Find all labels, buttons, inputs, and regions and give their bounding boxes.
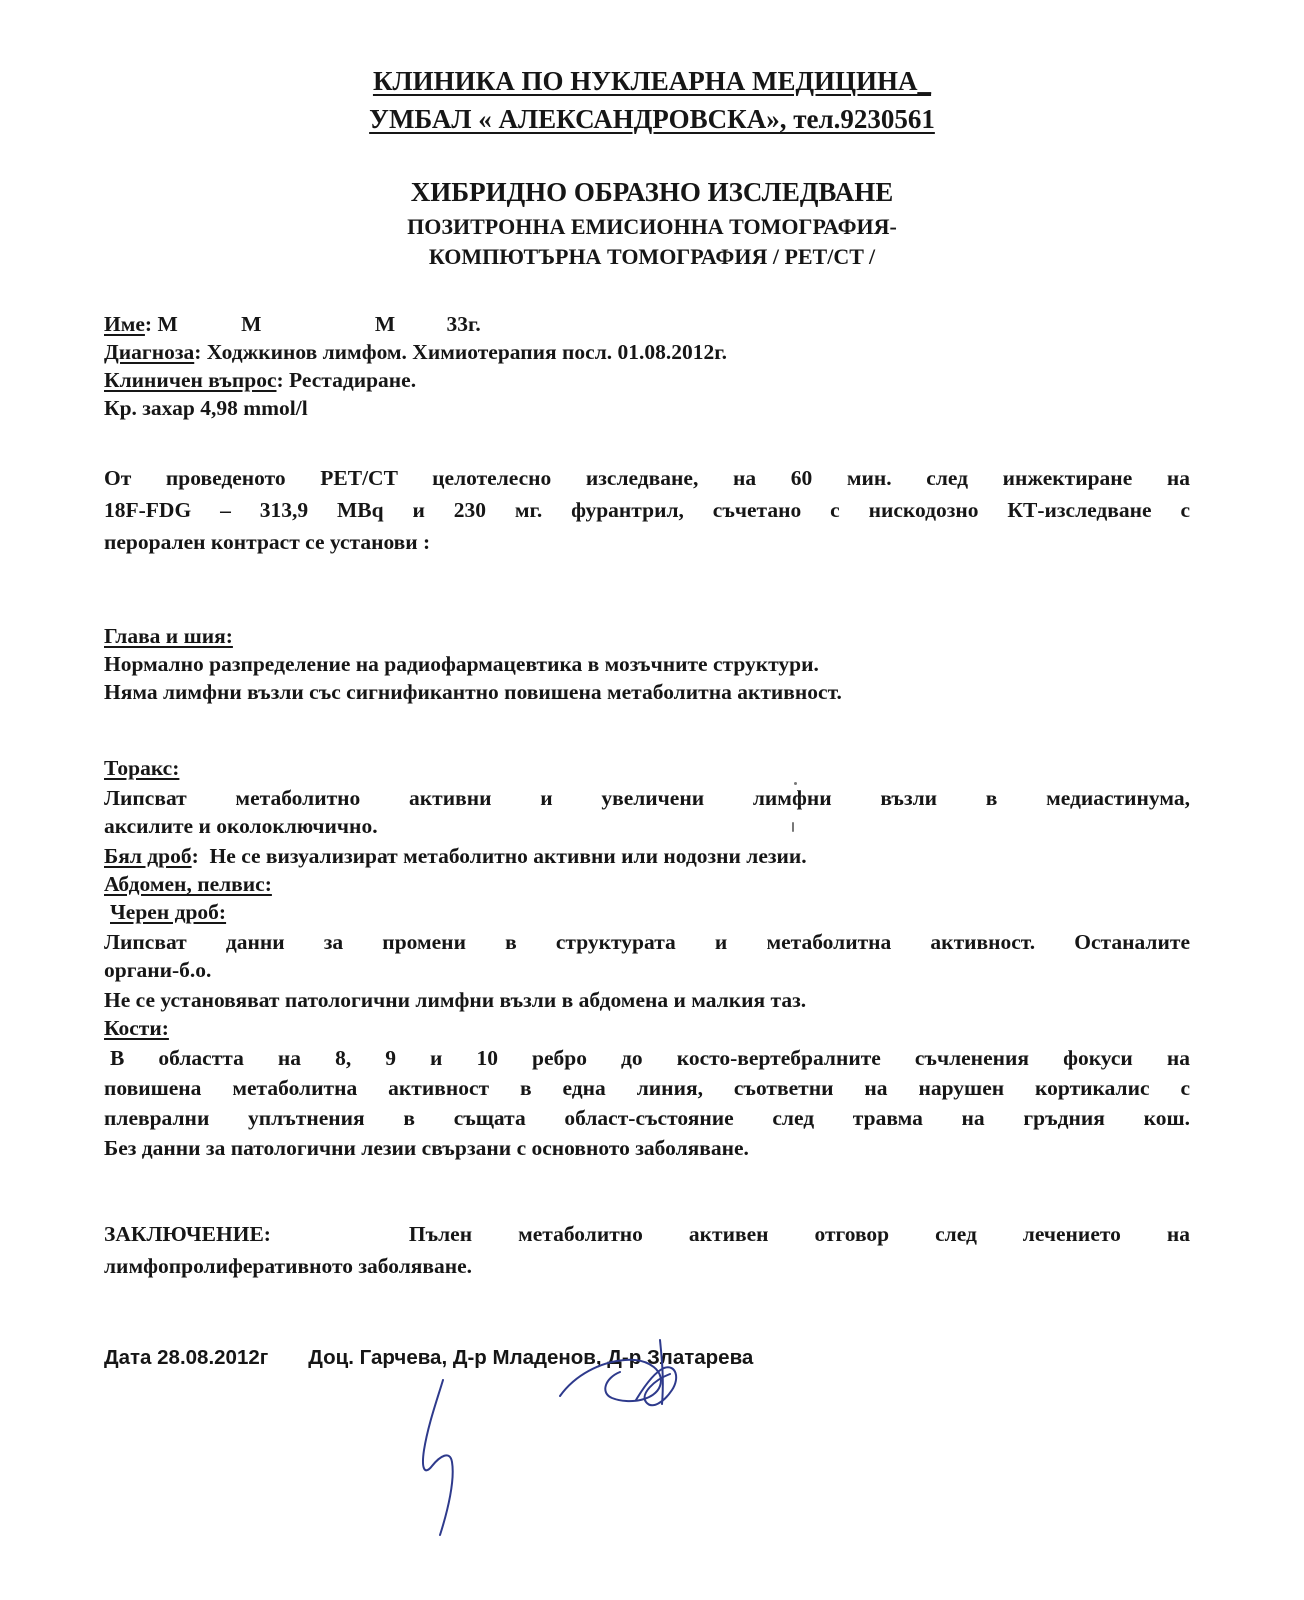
- lung-label: Бял дроб: [104, 844, 192, 868]
- signature-stroke: [423, 1380, 453, 1535]
- section-line: Липсват метаболитно активни и увеличени лимфни възли в медиастинума,: [104, 786, 1190, 810]
- clinic-name-line1: КЛИНИКА ПО НУКЛЕАРНА МЕДИЦИНА_: [372, 66, 932, 96]
- redaction-2: [261, 312, 369, 334]
- name-initial-3: М: [374, 312, 396, 336]
- scan-speck: [794, 782, 797, 785]
- conclusion-line2: лимфопролиферативното заболяване.: [104, 1254, 473, 1278]
- intro-line: перорален контраст се установи :: [104, 530, 431, 554]
- intro-line: От проведеното PET/CT целотелесно изследване, на 60 мин. след инжектиране на: [104, 466, 1190, 490]
- scan-speck: [792, 822, 794, 832]
- conclusion-line1: [104, 1220, 1190, 1248]
- conclusion-label: ЗАКЛЮЧЕНИЕ:: [104, 1222, 271, 1246]
- signature-stroke: [636, 1367, 676, 1405]
- section-line: Не се установяват патологични лимфни възли в абдомена и малкия таз.: [104, 988, 807, 1012]
- section-line: плеврални уплътнения в същата област-състояние след травма на гръдния кош.: [104, 1106, 1190, 1130]
- patient-age: 33г.: [446, 312, 481, 336]
- lung-row: Бял дроб: Не се визуализират метаболитно активни или нодозни лезии.: [104, 844, 807, 868]
- report-title: ХИБРИДНО ОБРАЗНО ИЗСЛЕДВАНЕ: [410, 177, 894, 207]
- section-line: Без данни за патологични лезии свързани с основното заболяване.: [104, 1136, 749, 1160]
- redaction-1: [178, 312, 236, 334]
- patient-name-row: Име: М М М 33г.: [104, 312, 481, 336]
- name-initial-2: М: [241, 312, 262, 336]
- name-label: Име: [104, 312, 145, 336]
- clinical-question-row: Клиничен въпрос: Рестадиране.: [104, 368, 417, 392]
- section-line: органи-б.о.: [104, 958, 212, 982]
- report-date: Дата 28.08.2012г: [104, 1346, 269, 1369]
- section-line: повишена метаболитна активност в една линия, съответни на нарушен кортикалис с: [104, 1076, 1190, 1100]
- diagnosis-value: Ходжкинов лимфом. Химиотерапия посл. 01.08.2012г.: [206, 340, 727, 364]
- intro-line: 18F-FDG – 313,9 MBq и 230 мг. фурантрил, съчетано с нискодозно КТ-изследване с: [104, 498, 1190, 522]
- diagnosis-label: Диагноза: [104, 340, 195, 364]
- footer: [104, 1346, 753, 1370]
- lung-text: Не се визуализират метаболитно активни или нодозни лезии.: [209, 844, 807, 868]
- blood-sugar: Кр. захар 4,98 mmol/l: [104, 396, 308, 420]
- section-heading: Абдомен, пелвис:: [104, 872, 272, 896]
- section-line: Няма лимфни възли със сигнификантно повишена метаболитна активност.: [104, 680, 842, 704]
- clinic-name-line2: УМБАЛ « АЛЕКСАНДРОВСКА», тел.9230561: [369, 104, 935, 134]
- conclusion-text: Пълен метаболитно активен отговор след лечението на: [408, 1222, 1190, 1246]
- clinical-question-label: Клиничен въпрос: [104, 368, 277, 392]
- name-initial-1: М: [157, 312, 178, 336]
- section-line: аксилите и околоключично.: [104, 814, 378, 838]
- section-heading: Торакс:: [104, 756, 180, 780]
- report-subtitle-line2: КОМПЮТЪРНА ТОМОГРАФИЯ / PET/CT /: [428, 244, 876, 269]
- conclusion: [104, 1220, 1190, 1280]
- patient-info: [104, 310, 1190, 422]
- section-thorax: [104, 754, 1190, 1162]
- section-line: Нормално разпределение на радиофармацевтика в мозъчните структури.: [104, 652, 819, 676]
- redaction-3: [395, 312, 441, 334]
- subsection-heading: Черен дроб:: [110, 900, 227, 924]
- section-heading: Глава и шия:: [104, 624, 233, 648]
- diagnosis-row: Диагноза: Ходжкинов лимфом. Химиотерапия посл. 01.08.2012г.: [104, 340, 727, 364]
- section-heading: Кости:: [104, 1016, 169, 1040]
- intro-paragraph: [104, 464, 1190, 556]
- section-line: Липсват данни за промени в структурата и метаболитна активност. Останалите: [104, 930, 1190, 954]
- section-head-neck: [104, 622, 1190, 706]
- clinical-question-value: Рестадиране.: [289, 368, 417, 392]
- report-subtitle-line1: ПОЗИТРОННА ЕМИСИОННА ТОМОГРАФИЯ-: [407, 214, 897, 239]
- doctors-list: Доц. Гарчева, Д-р Младенов, Д-р Златарева: [308, 1346, 754, 1369]
- section-line: В областта на 8, 9 и 10 ребро до косто-вертебралните съчленения фокуси на: [110, 1046, 1190, 1070]
